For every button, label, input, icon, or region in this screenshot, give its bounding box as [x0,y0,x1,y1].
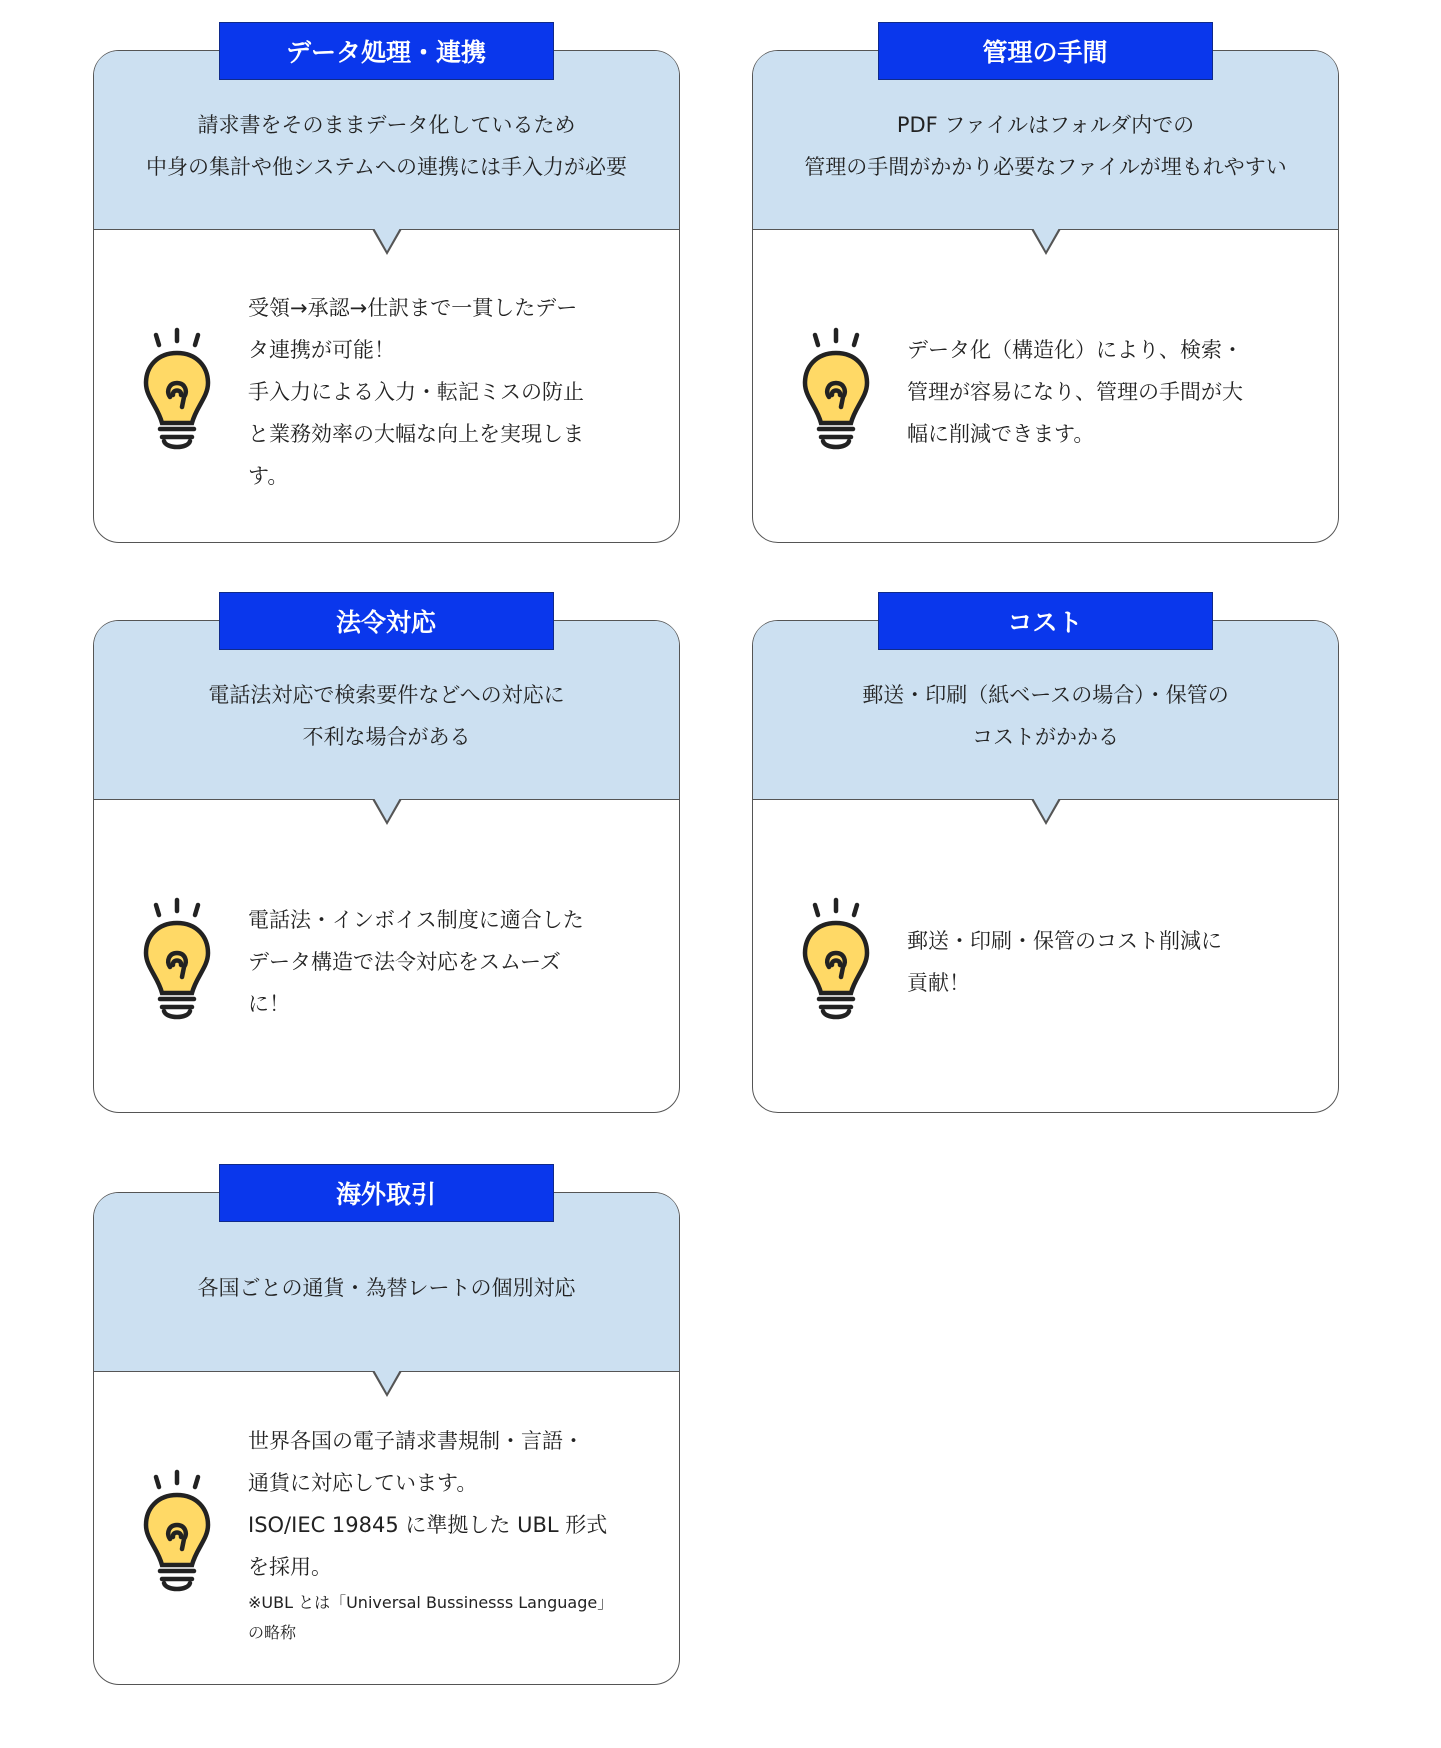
solution-line: タ連携が可能！ [248,337,395,362]
solution-line: 郵送・印刷・保管のコスト削減に [907,928,1222,953]
solution-line: データ化（構造化）により、検索・ [907,337,1243,362]
solution-line: 受領→承認→仕訳まで一貫したデー [248,295,578,320]
lightbulb-icon [801,327,871,456]
solution-text [248,1420,613,1588]
lightbulb-icon [142,327,212,456]
note-line: ※UBL とは「Universal Bussinesss Language」 [248,1592,614,1612]
solution-section [753,801,1338,1112]
solution-line: 幅に削減できます。 [907,421,1095,446]
solution-section [94,231,679,542]
solution-text [248,899,584,1025]
problem-line: 郵送・印刷（紙ベースの場合）・保管の [862,683,1229,707]
feature-card [93,38,680,543]
problem-text [208,674,564,758]
feature-card [752,608,1339,1113]
feature-card [93,608,680,1113]
solution-line: 手入力による入力・転記ミスの防止 [248,379,584,404]
solution-line: 電話法・インボイス制度に適合した [248,907,584,932]
problem-line: コストがかかる [971,725,1119,749]
solution-line: に！ [248,991,290,1016]
lightbulb-icon [801,897,871,1026]
lightbulb-icon [142,897,212,1026]
solution-line: 管理が容易になり、管理の手間が大 [907,379,1243,404]
problem-text [198,1267,576,1309]
solution-line: す。 [248,463,289,488]
problem-line: 中身の集計や他システムへの連携には手入力が必要 [146,155,627,179]
problem-text [862,674,1228,758]
card-title: データ処理・連携 [219,22,554,80]
note-line: の略称 [248,1622,297,1642]
footnote [248,1588,613,1648]
problem-line: 請求書をそのままデータ化しているため [197,113,576,137]
problem-text [146,104,627,188]
solution-line: 世界各国の電子請求書規制・言語・ [248,1428,584,1453]
solution-text [248,287,584,497]
problem-line: PDF ファイルはフォルダ内での [896,113,1195,137]
solution-line: データ構造で法令対応をスムーズ [248,949,561,974]
solution-section [753,231,1338,542]
solution-line: と業務効率の大幅な向上を実現しま [248,421,584,446]
solution-section [94,1373,679,1684]
card-title: コスト [878,592,1213,650]
solution-line: ISO/IEC 19845 に準拠した UBL 形式 [248,1512,608,1537]
problem-text [804,104,1287,188]
solution-text [907,920,1222,1004]
feature-card [752,38,1339,543]
card-title: 海外取引 [219,1164,554,1222]
lightbulb-icon [142,1469,212,1598]
solution-text [907,329,1243,455]
card-title: 管理の手間 [878,22,1213,80]
solution-line: 貢献！ [907,970,970,995]
problem-line: 管理の手間がかかり必要なファイルが埋もれやすい [804,155,1287,179]
feature-card [93,1180,680,1685]
problem-line: 不利な場合がある [302,725,471,749]
card-title: 法令対応 [219,592,554,650]
problem-line: 電話法対応で検索要件などへの対応に [208,683,565,707]
problem-line: 各国ごとの通貨・為替レートの個別対応 [197,1276,576,1300]
solution-section [94,801,679,1112]
solution-line: 通貨に対応しています。 [248,1470,478,1495]
solution-line: を採用。 [248,1554,332,1579]
